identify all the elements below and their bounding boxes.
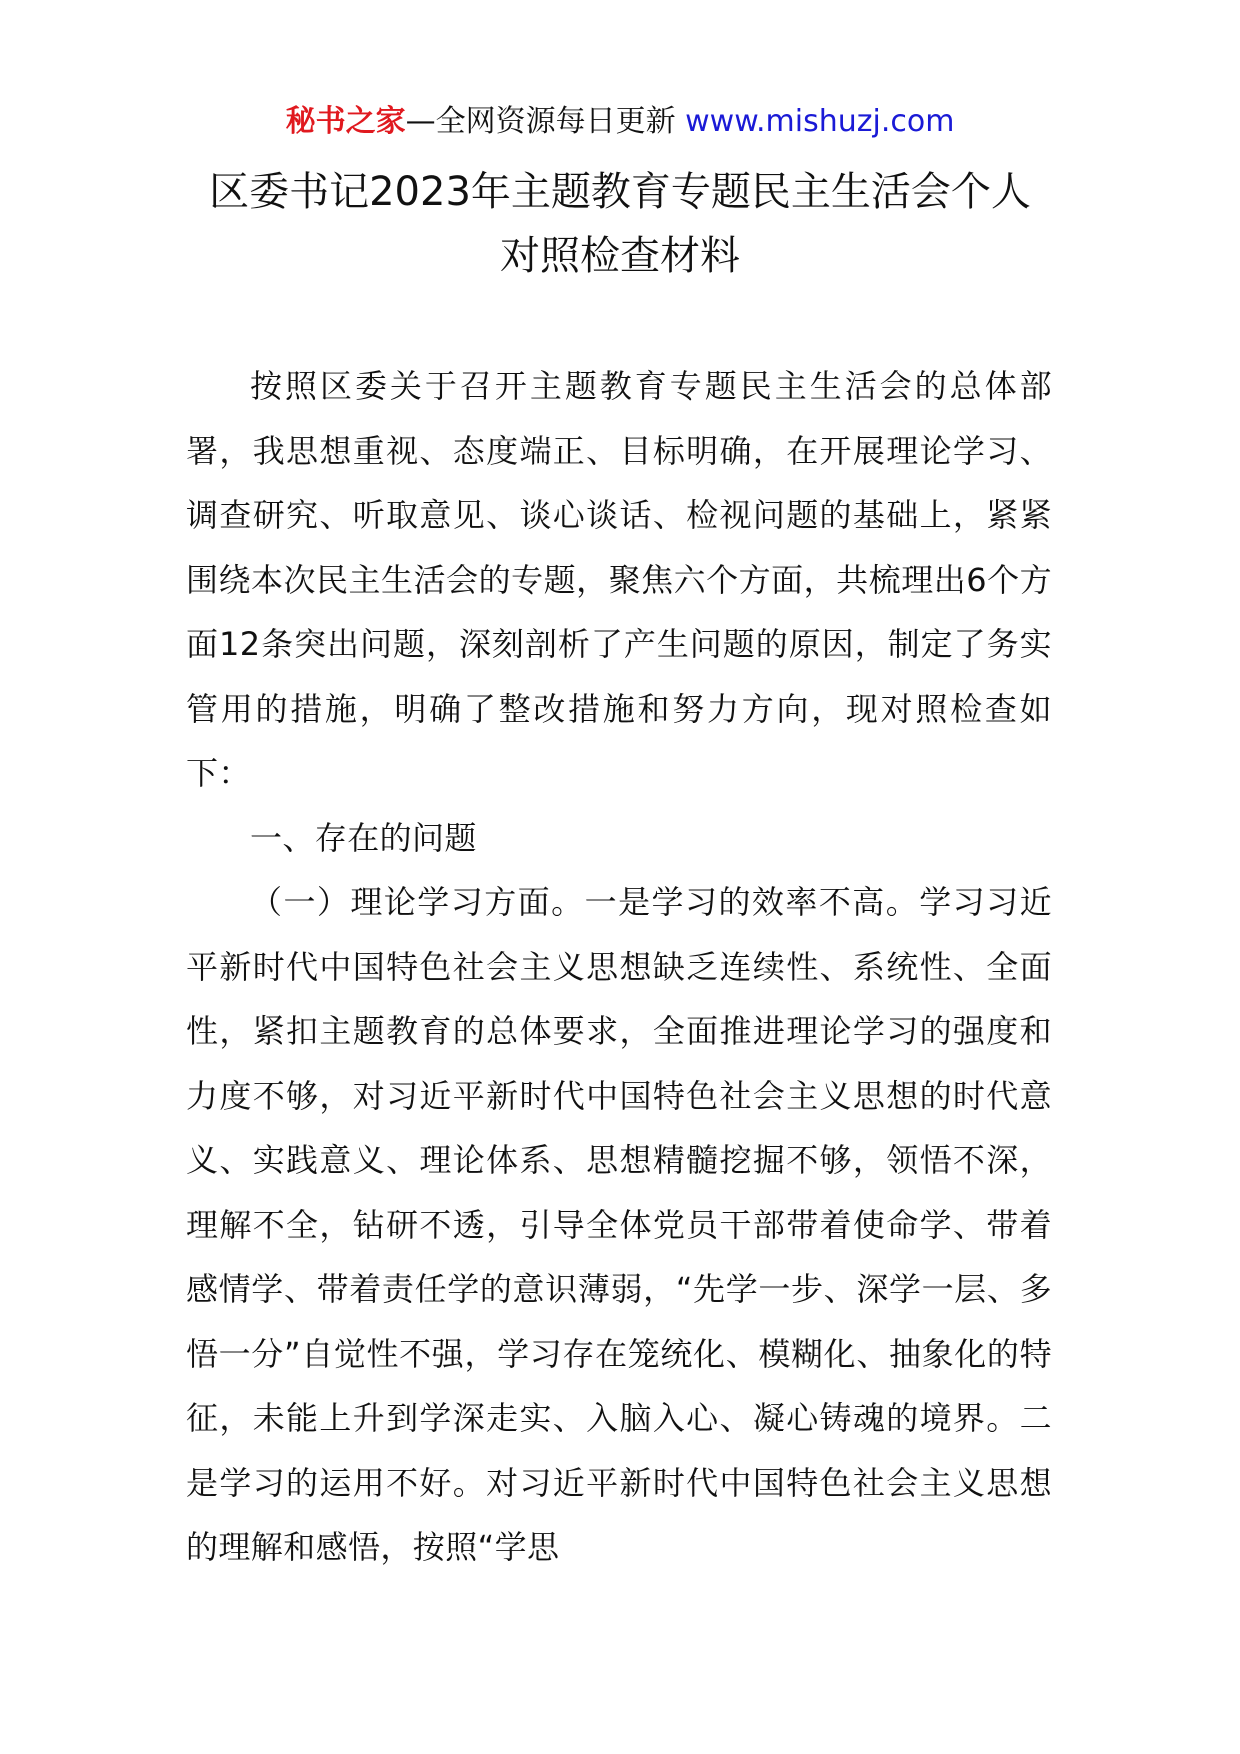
intro-paragraph: 按照区委关于召开主题教育专题民主生活会的总体部署，我思想重视、态度端正、目标明确，在开展理论学习、调查研究、听取意见、谈心谈话、检视问题的基础上，紧紧围绕本次民主生活会的专题，聚焦六个方面，共梳理出6个方面12条突出问题，深刻剖析了产生问题的原因，制定了务实管用的措施，明确了整改措施和努力方向，现对照检查如下：	[186, 367, 1052, 792]
section-heading-problems: 一、存在的问题	[250, 818, 477, 857]
brand-name: 秘书之家	[285, 104, 406, 139]
document-title-line-2: 对照检查材料	[500, 233, 740, 279]
site-header	[0, 100, 1240, 144]
header-tagline: —全网资源每日更新	[405, 104, 686, 139]
document-title	[0, 160, 1240, 288]
document-body	[186, 354, 1052, 1580]
document-title-line-1: 区委书记2023年主题教育专题民主生活会个人	[209, 169, 1031, 215]
site-url-link[interactable]: www.mishuzj.com	[685, 104, 955, 139]
theory-study-paragraph: （一）理论学习方面。一是学习的效率不高。学习习近平新时代中国特色社会主义思想缺乏连续性、系统性、全面性，紧扣主题教育的总体要求，全面推进理论学习的强度和力度不够，对习近平新时代中国特色社会主义思想的时代意义、实践意义、理论体系、思想精髓挖掘不够，领悟不深，理解不全，钻研不透，引导全体党员干部带着使命学、带着感情学、带着责任学的意识薄弱，“先学一步、深学一层、多悟一分”自觉性不强，学习存在笼统化、模糊化、抽象化的特征，未能上升到学深走实、入脑入心、凝心铸魂的境界。二是学习的运用不好。对习近平新时代中国特色社会主义思想的理解和感悟，按照“学思	[186, 883, 1052, 1566]
